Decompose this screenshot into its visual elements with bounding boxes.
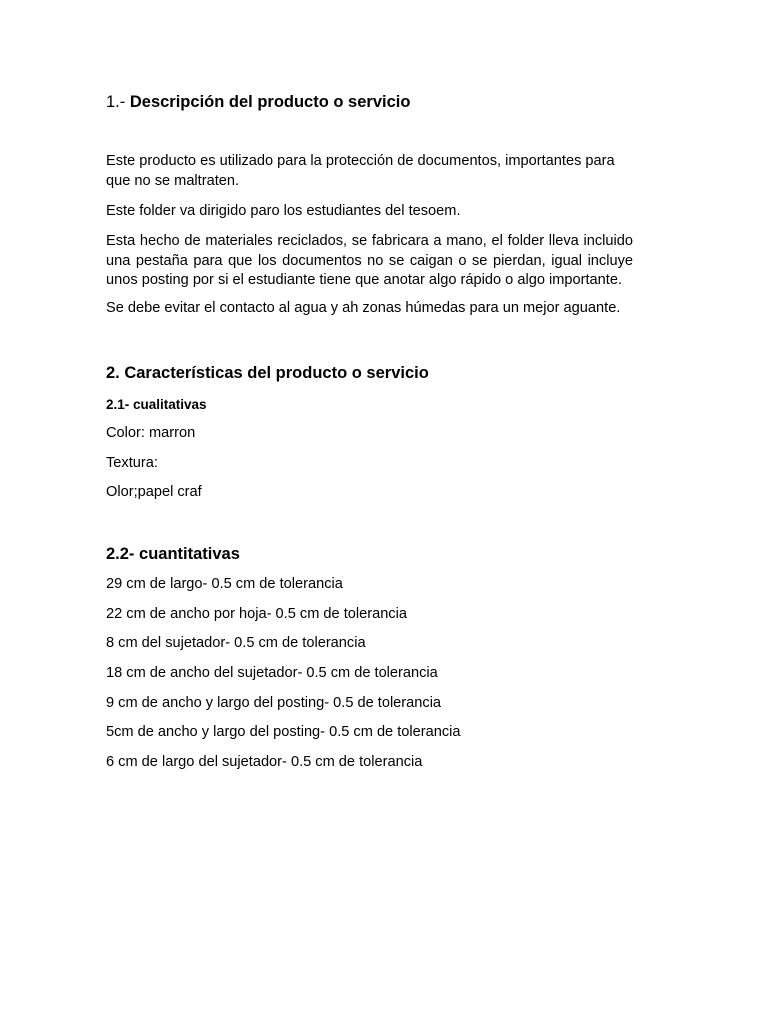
section-1-number: 1.- [106,93,126,111]
qualitative-item-texture: Textura: [106,455,158,471]
description-paragraph-audience: Este folder va dirigido paro los estudiantes del tesoem. [106,203,461,219]
qualitative-item-color: Color: marron [106,425,196,441]
quantitative-item: 22 cm de ancho por hoja- 0.5 cm de tolerancia [106,606,407,622]
section-1-heading [106,92,410,112]
qualitative-item-smell: Olor;papel craf [106,484,202,500]
quantitative-item: 18 cm de ancho del sujetador- 0.5 cm de tolerancia [106,665,438,681]
description-paragraph-materials: Esta hecho de materiales reciclados, se fabricara a mano, el folder lleva incluido una pestaña para que los documentos no se caigan o se pierdan, igual incluye unos posting por si el estudiante tiene que anotar algo rápido o algo importante. [106,233,633,288]
quantitative-item: 6 cm de largo del sujetador- 0.5 cm de tolerancia [106,754,423,770]
quantitative-item: 29 cm de largo- 0.5 cm de tolerancia [106,576,343,592]
qualitative-heading: 2.1- cualitativas [106,397,207,412]
quantitative-item: 5cm de ancho y largo del posting- 0.5 cm de tolerancia [106,724,461,740]
section-2-heading: 2. Características del producto o servicio [106,364,429,382]
section-1-title: Descripción del producto o servicio [129,93,411,111]
description-paragraph-purpose: Este producto es utilizado para la protección de documentos, importantes para que no se maltraten. [106,153,615,189]
quantitative-heading: 2.2- cuantitativas [106,545,240,563]
quantitative-item: 8 cm del sujetador- 0.5 cm de tolerancia [106,635,366,651]
quantitative-item: 9 cm de ancho y largo del posting- 0.5 de tolerancia [106,695,442,711]
description-paragraph-care: Se debe evitar el contacto al agua y ah zonas húmedas para un mejor aguante. [106,300,621,316]
